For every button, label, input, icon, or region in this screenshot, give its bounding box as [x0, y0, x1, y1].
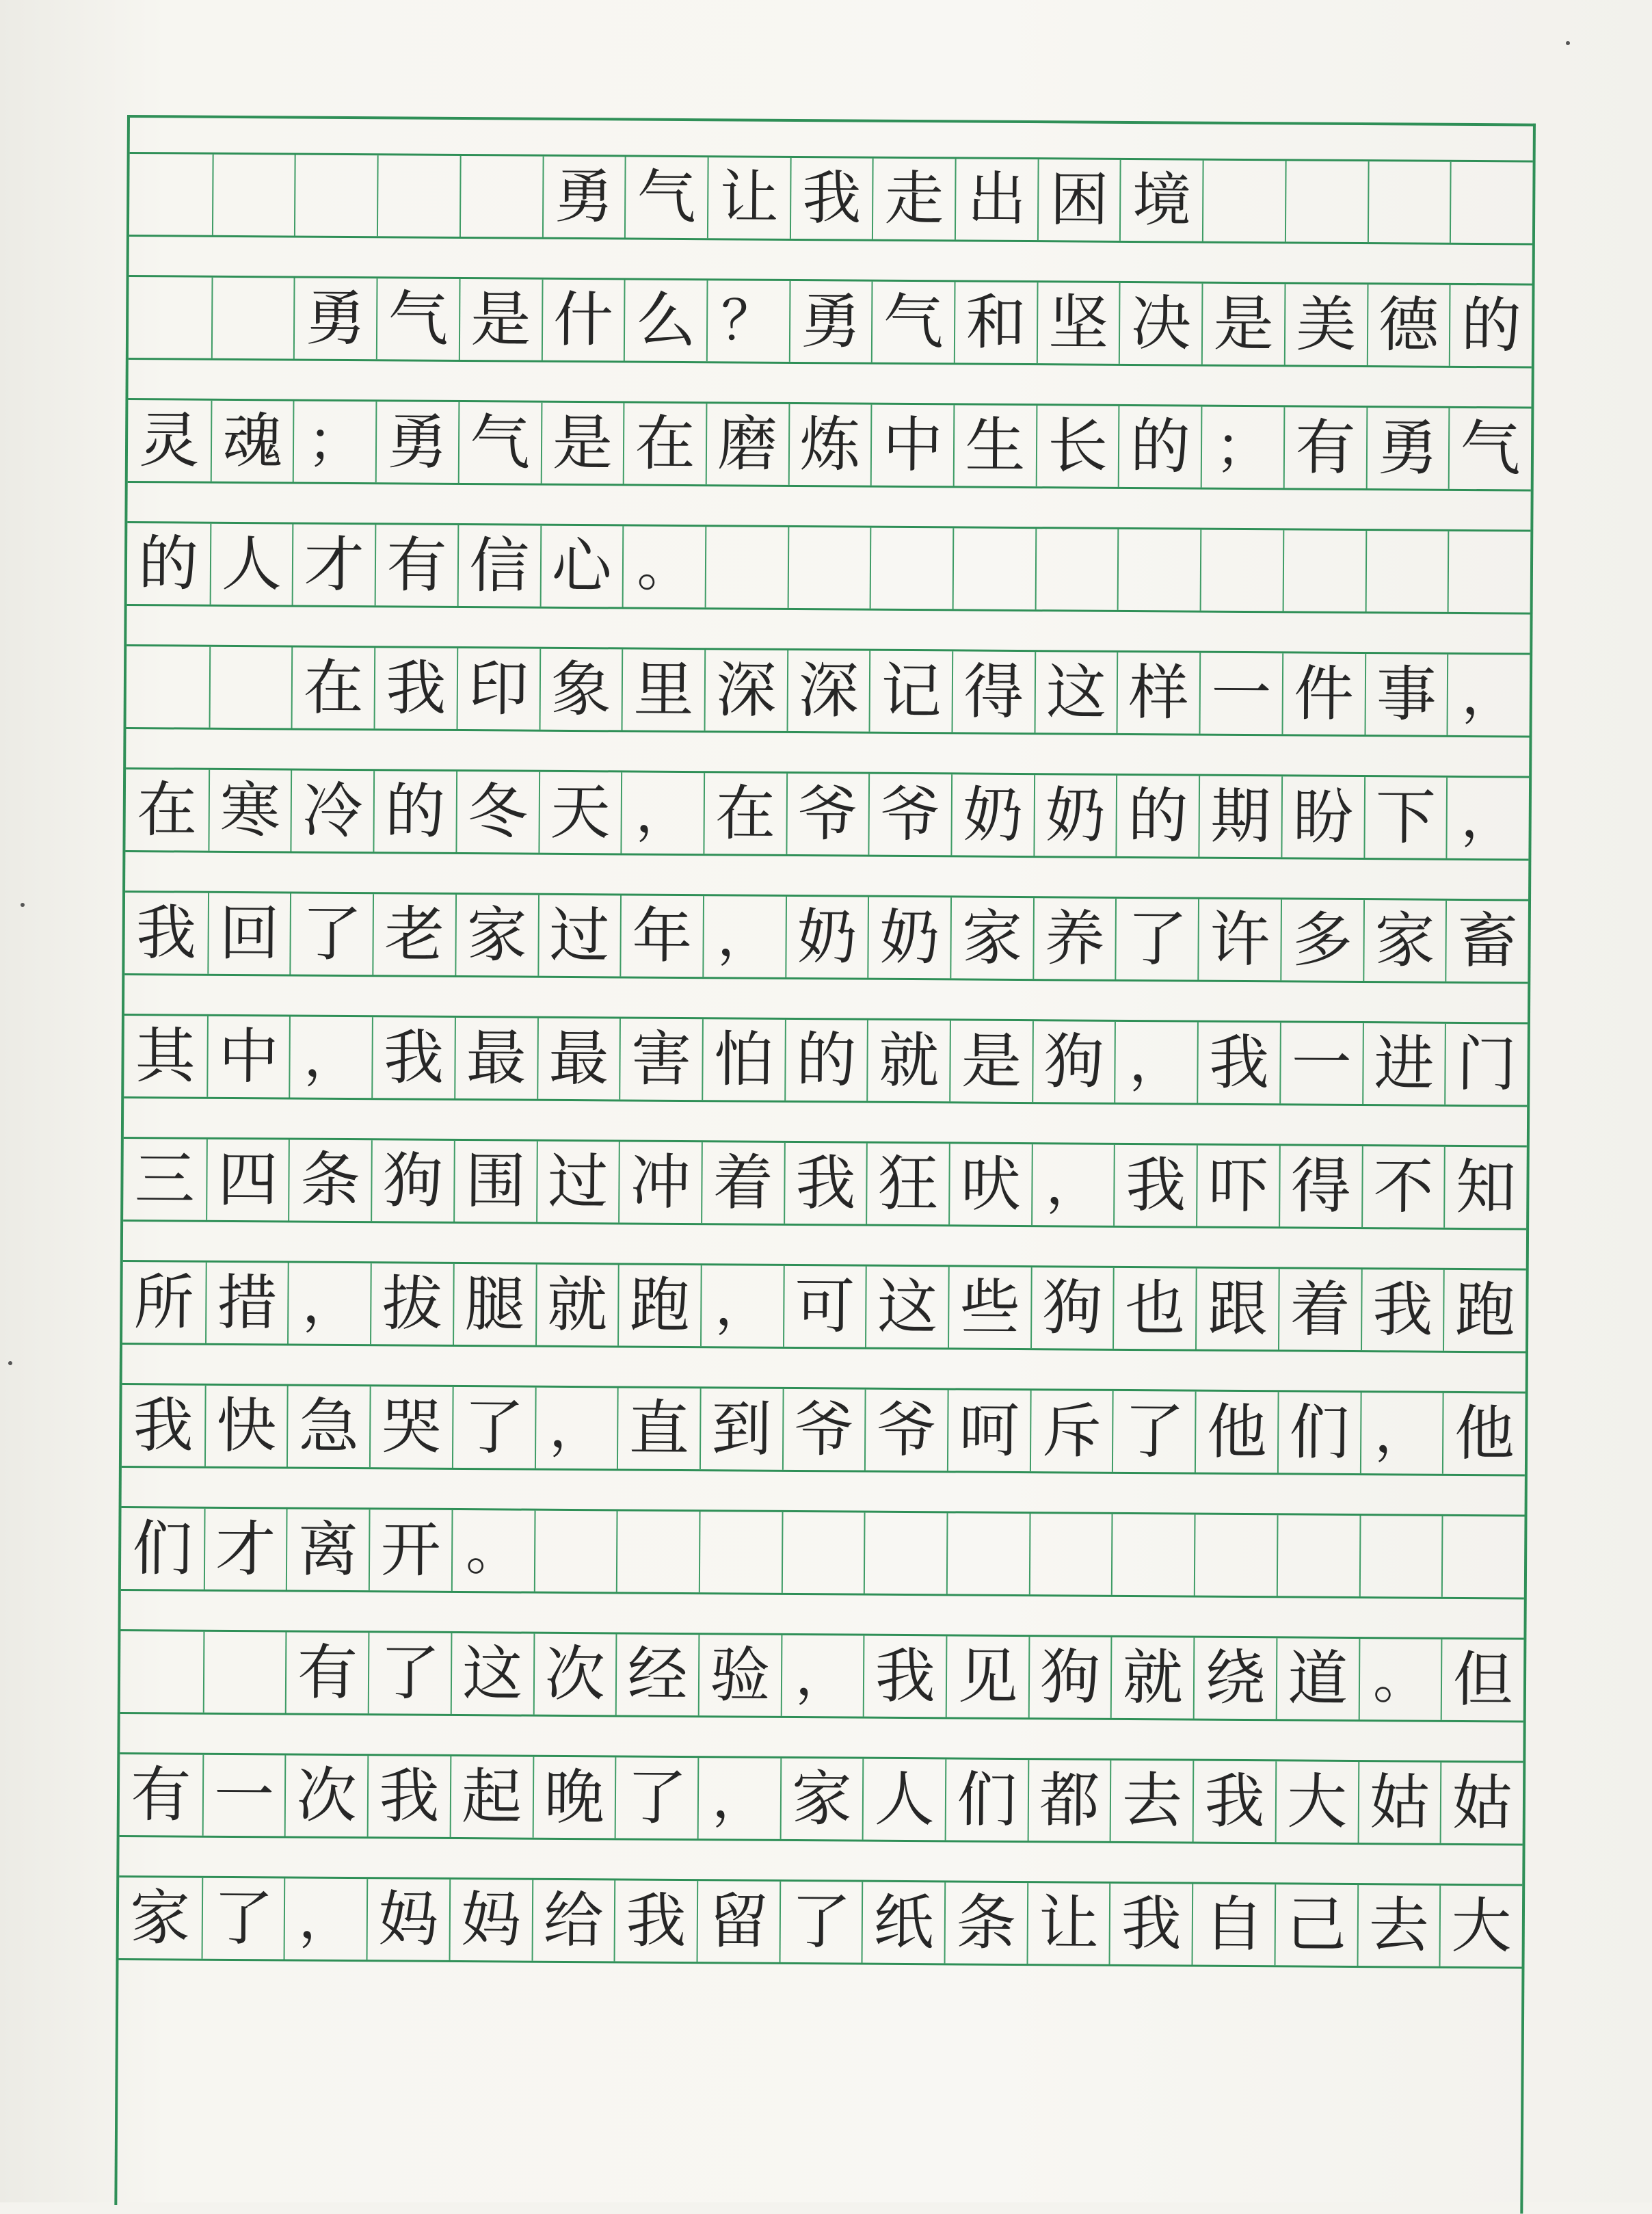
- grid-cell: [1448, 531, 1530, 613]
- grid-cell: ，: [702, 896, 785, 977]
- grid-cell: 狂: [866, 1144, 948, 1225]
- grid-cell: 围: [453, 1141, 536, 1222]
- grid-cell: 坚: [1037, 282, 1119, 364]
- grid-cell: ，: [1031, 1144, 1114, 1226]
- grid-cell: [533, 1511, 616, 1592]
- grid-cell: 件: [1281, 653, 1364, 735]
- grid-cell: 条: [289, 1139, 371, 1221]
- grid-cell: [1359, 1516, 1441, 1597]
- grid-cell: 的: [138, 528, 199, 599]
- title-row: [129, 152, 1533, 246]
- grid-cell: [787, 527, 870, 609]
- grid-cell: 吓: [1196, 1146, 1279, 1227]
- grid-cell: 狗: [371, 1140, 453, 1222]
- grid-cell: 去: [1110, 1761, 1193, 1842]
- grid-cell: 我: [1114, 1145, 1197, 1226]
- grid-cell: 开: [369, 1510, 451, 1591]
- grid-cell: 的: [1449, 285, 1532, 367]
- grid-cell: 最: [537, 1018, 620, 1100]
- grid-cell: [1029, 1514, 1112, 1595]
- grid-cell: 绕: [1193, 1638, 1276, 1719]
- grid-cell: 都: [1027, 1760, 1110, 1841]
- grid-cell: 怕: [702, 1019, 784, 1101]
- text-row: [124, 1014, 1528, 1107]
- text-row: [127, 521, 1531, 615]
- grid-cell: 大: [1439, 1886, 1522, 1967]
- grid-cell: 是: [1201, 284, 1284, 365]
- grid-cell: 他: [1195, 1392, 1277, 1473]
- grid-cell: 气: [376, 278, 459, 360]
- grid-cell: ，: [1446, 778, 1529, 859]
- grid-cell: 姑: [1357, 1762, 1440, 1843]
- grid-cell: 我: [1109, 1884, 1192, 1965]
- grid-cell: ，: [697, 1758, 780, 1839]
- composition-grid-sheet: [114, 115, 1536, 2214]
- grid-cell: 我: [1193, 1761, 1275, 1843]
- grid-cell: 了: [779, 1882, 862, 1963]
- grid-cell: 所: [133, 1267, 195, 1338]
- grid-cell: 得: [952, 651, 1035, 733]
- grid-cell: [211, 278, 294, 359]
- grid-cell: 自: [1192, 1884, 1275, 1966]
- grid-cell: 到: [700, 1388, 782, 1470]
- grid-cell: 的: [1118, 406, 1201, 488]
- grid-cell: 有: [375, 525, 457, 606]
- grid-cell: ？: [706, 280, 789, 362]
- grid-cell: 得: [1279, 1146, 1361, 1227]
- grid-cell: [781, 1512, 864, 1594]
- grid-cell: 进: [1362, 1023, 1445, 1105]
- grid-cell: ，: [287, 1263, 370, 1344]
- grid-cell: [294, 155, 377, 236]
- grid-cell: 有: [1283, 407, 1366, 488]
- grid-cell: 急: [287, 1386, 369, 1467]
- grid-cell: 我: [1361, 1269, 1443, 1351]
- grid-cell: 这: [1034, 652, 1117, 733]
- grid-cell: 了: [452, 1387, 535, 1468]
- grid-cell: 出: [955, 159, 1037, 240]
- grid-cell: 条: [944, 1882, 1027, 1964]
- grid-cell: 可: [783, 1266, 866, 1347]
- grid-cell: 过: [536, 1142, 619, 1223]
- grid-cell: [1200, 530, 1283, 611]
- grid-cell: 决: [1119, 283, 1201, 365]
- grid-cell: 知: [1443, 1147, 1526, 1228]
- grid-cell: 灵: [139, 405, 200, 476]
- text-row: [120, 1752, 1523, 1846]
- grid-cell: 我: [784, 1143, 866, 1224]
- grid-cell: 不: [1361, 1146, 1444, 1228]
- grid-cell: 。: [622, 526, 705, 607]
- grid-cell: 着: [1278, 1269, 1361, 1350]
- grid-cell: 境: [1119, 160, 1202, 241]
- grid-cell: 我: [374, 648, 457, 729]
- grid-cell: ，: [289, 1016, 372, 1098]
- grid-cell: [952, 528, 1035, 609]
- grid-cell: 晚: [532, 1757, 615, 1839]
- text-row: [124, 891, 1528, 984]
- grid-cell: 措: [205, 1263, 288, 1344]
- text-row: [119, 1875, 1523, 1969]
- grid-cell: 狗: [1028, 1637, 1110, 1718]
- grid-cell: 过: [537, 895, 620, 977]
- grid-cell: 心: [539, 526, 622, 607]
- grid-cell: [209, 647, 291, 728]
- grid-cell: 家: [780, 1758, 862, 1840]
- grid-cell: [212, 155, 295, 236]
- grid-cell: 了: [615, 1757, 697, 1839]
- grid-cell: 美: [1284, 284, 1367, 365]
- text-row: [121, 1506, 1525, 1600]
- grid-cell: 记: [869, 651, 952, 733]
- grid-cell: 爷: [864, 1390, 947, 1471]
- grid-cell: 在: [623, 403, 706, 484]
- grid-cell: 我: [863, 1636, 946, 1717]
- grid-cell: 就: [535, 1265, 618, 1346]
- grid-cell: 姑: [1440, 1763, 1523, 1844]
- grid-cell: 。: [451, 1510, 534, 1592]
- grid-cell: 我: [135, 897, 197, 968]
- grid-cell: 困: [1037, 159, 1120, 241]
- grid-cell: 三: [134, 1144, 196, 1215]
- grid-cell: 才: [204, 1509, 287, 1590]
- grid-cell: ，: [1359, 1393, 1442, 1474]
- grid-cell: 人: [209, 524, 292, 605]
- grid-cell: 我: [133, 1390, 194, 1461]
- grid-cell: 最: [454, 1018, 537, 1099]
- grid-cell: 跑: [617, 1265, 700, 1346]
- grid-cell: ，: [1115, 1022, 1197, 1103]
- grid-cell: 。: [1358, 1639, 1441, 1720]
- grid-cell: ；: [293, 401, 375, 482]
- text-row: [125, 767, 1529, 861]
- grid-cell: 家: [950, 897, 1032, 979]
- grid-cell: 们: [1277, 1392, 1360, 1473]
- grid-cell: 妈: [449, 1880, 531, 1961]
- grid-cell: 许: [1197, 899, 1280, 981]
- grid-cell: 妈: [367, 1879, 449, 1960]
- grid-cell: 去: [1357, 1885, 1439, 1966]
- grid-cell: 寒: [208, 770, 291, 852]
- grid-cell: 象: [539, 649, 622, 730]
- grid-cell: [616, 1511, 699, 1592]
- grid-cell: 他: [1442, 1393, 1525, 1475]
- grid-cell: 我: [367, 1756, 450, 1837]
- grid-cell: 这: [451, 1633, 533, 1715]
- grid-cell: ，: [284, 1878, 367, 1960]
- paper-speck: [8, 1361, 12, 1365]
- grid-cell: 验: [698, 1635, 781, 1716]
- grid-cell: 我: [1197, 1023, 1279, 1104]
- grid-cell: 些: [948, 1267, 1030, 1348]
- grid-cell: 奶: [1033, 775, 1116, 856]
- grid-cell: [1117, 529, 1200, 611]
- grid-cell: 年: [620, 895, 703, 977]
- grid-cell: 事: [1364, 654, 1447, 735]
- grid-cell: 是: [459, 279, 542, 360]
- grid-cell: 深: [704, 650, 786, 731]
- grid-cell: 是: [949, 1020, 1032, 1102]
- grid-cell: 信: [457, 525, 539, 607]
- grid-cell: 狗: [1032, 1021, 1115, 1103]
- grid-cell: 次: [533, 1634, 615, 1715]
- grid-cell: 气: [1448, 408, 1531, 490]
- grid-cell: 害: [619, 1018, 702, 1100]
- grid-cell: 我: [614, 1880, 697, 1962]
- paper-speck: [1566, 41, 1570, 45]
- grid-cell: 印: [456, 648, 539, 730]
- grid-cell: [1285, 161, 1368, 242]
- grid-cell: 拔: [370, 1263, 453, 1345]
- grid-cell: ，: [621, 772, 704, 854]
- grid-cell: 一: [1279, 1023, 1362, 1104]
- grid-cell: 了: [201, 1878, 284, 1960]
- grid-cell: 勇: [788, 281, 871, 363]
- grid-cell: 跑: [1443, 1270, 1526, 1352]
- grid-cell: 什: [541, 280, 624, 361]
- grid-cell: [129, 277, 211, 358]
- grid-cell: 起: [449, 1756, 532, 1838]
- grid-cell: [120, 1631, 203, 1713]
- grid-cell: 爷: [782, 1389, 865, 1471]
- text-row: [129, 275, 1532, 369]
- grid-cell: 让: [1026, 1883, 1109, 1964]
- grid-cell: 留: [696, 1881, 779, 1962]
- grid-cell: 爷: [868, 774, 951, 856]
- grid-cell: 但: [1441, 1639, 1523, 1721]
- grid-cell: [1367, 161, 1450, 243]
- grid-cell: 气: [458, 402, 541, 484]
- grid-cell: 在: [291, 647, 374, 728]
- grid-cell: 在: [136, 774, 198, 845]
- grid-cell: 走: [872, 159, 955, 240]
- grid-cell: 奶: [868, 897, 950, 979]
- text-row: [123, 1137, 1527, 1230]
- grid-cell: 的: [1116, 776, 1199, 857]
- grid-cell: 直: [617, 1388, 700, 1469]
- grid-cell: 么: [624, 280, 706, 361]
- grid-cell: 奶: [950, 774, 1033, 856]
- grid-cell: 一: [1199, 653, 1282, 735]
- grid-cell: ，: [780, 1635, 863, 1717]
- grid-cell: 回: [207, 893, 290, 975]
- grid-cell: 冬: [455, 772, 538, 853]
- grid-cell: 经: [615, 1634, 698, 1715]
- grid-cell: 天: [538, 772, 621, 854]
- grid-cell: [126, 646, 209, 728]
- grid-cell: 气: [624, 157, 707, 238]
- text-row: [128, 398, 1532, 492]
- grid-cell: 盼: [1281, 776, 1363, 858]
- grid-cell: 呵: [947, 1390, 1030, 1471]
- grid-cell: [870, 528, 952, 609]
- grid-cell: 下: [1363, 777, 1446, 858]
- grid-cell: 哭: [369, 1386, 452, 1468]
- grid-cell: 四: [206, 1139, 289, 1221]
- grid-cell: [1365, 531, 1448, 612]
- grid-cell: 了: [1115, 899, 1198, 980]
- text-row: [122, 1260, 1526, 1354]
- grid-cell: 勇: [375, 401, 458, 483]
- grid-cell: 了: [368, 1633, 451, 1714]
- grid-cell: 道: [1276, 1638, 1359, 1719]
- grid-cell: 跟: [1195, 1269, 1278, 1350]
- grid-cell: 腿: [453, 1264, 535, 1345]
- grid-cell: 多: [1280, 899, 1363, 981]
- grid-cell: 己: [1274, 1884, 1357, 1966]
- grid-cell: 冷: [291, 770, 373, 852]
- grid-cell: 才: [292, 524, 375, 605]
- grid-cell: 冲: [618, 1142, 701, 1223]
- grid-cell: 和: [954, 282, 1037, 363]
- grid-cell: 中: [870, 405, 953, 486]
- grid-cell: 勇: [293, 278, 376, 359]
- grid-cell: [864, 1513, 946, 1594]
- grid-cell: 家: [129, 1882, 191, 1953]
- grid-cell: 其: [135, 1020, 196, 1092]
- grid-cell: 气: [871, 282, 954, 363]
- text-row: [122, 1383, 1526, 1477]
- grid-cell: [377, 155, 459, 237]
- grid-cell: ，: [534, 1388, 617, 1469]
- grid-cell: 我: [371, 1017, 454, 1098]
- grid-cell: 中: [206, 1016, 289, 1098]
- grid-cell: [1194, 1515, 1277, 1596]
- grid-cell: ，: [1447, 655, 1530, 736]
- grid-cell: 让: [707, 157, 790, 239]
- grid-cell: 德: [1366, 285, 1449, 366]
- grid-cell: 给: [531, 1880, 614, 1962]
- grid-cell: [202, 1632, 285, 1713]
- grid-cell: 们: [945, 1759, 1028, 1841]
- paper-speck: [21, 903, 25, 907]
- grid-cell: 也: [1113, 1268, 1195, 1349]
- text-row: [120, 1629, 1524, 1723]
- grid-cell: 期: [1199, 776, 1281, 858]
- grid-cell: [1277, 1515, 1359, 1596]
- grid-cell: 就: [1110, 1637, 1193, 1719]
- grid-cell: [129, 154, 212, 235]
- grid-cell: [1111, 1514, 1194, 1596]
- grid-cell: 畜: [1446, 901, 1528, 982]
- grid-cell: 磨: [706, 404, 788, 485]
- grid-cell: 见: [946, 1636, 1028, 1717]
- grid-cell: 勇: [1365, 408, 1448, 489]
- grid-cell: 家: [455, 895, 537, 976]
- grid-cell: 勇: [542, 157, 624, 238]
- grid-cell: 魂: [210, 401, 293, 482]
- grid-cell: 离: [286, 1509, 369, 1590]
- grid-cell: 人: [862, 1759, 945, 1841]
- grid-cell: [699, 1512, 782, 1593]
- grid-cell: [705, 527, 788, 608]
- grid-cell: 炼: [788, 404, 870, 486]
- grid-cell: 里: [622, 649, 704, 730]
- grid-cell: 家: [1363, 900, 1446, 981]
- grid-cell: 爷: [786, 774, 868, 855]
- grid-cell: [1035, 529, 1117, 610]
- grid-cell: 是: [540, 403, 623, 484]
- grid-cell: 了: [290, 893, 373, 975]
- grid-cell: 一: [202, 1755, 284, 1836]
- grid-cell: [1282, 530, 1365, 611]
- text-row: [126, 644, 1530, 738]
- grid-cell: 着: [701, 1142, 784, 1224]
- grid-cell: 奶: [785, 897, 868, 978]
- grid-cell: 的: [373, 771, 456, 852]
- grid-cell: 了: [1112, 1391, 1195, 1473]
- grid-cell: 长: [1035, 406, 1118, 487]
- grid-cell: 我: [790, 158, 872, 239]
- grid-cell: 深: [786, 650, 869, 732]
- grid-cell: [459, 156, 542, 237]
- grid-cell: 次: [284, 1755, 367, 1836]
- grid-cell: [946, 1513, 1029, 1594]
- grid-cell: 斥: [1030, 1391, 1113, 1472]
- grid-cell: [1450, 162, 1532, 243]
- grid-cell: 吠: [948, 1144, 1031, 1225]
- grid-cell: [1441, 1516, 1524, 1598]
- grid-cell: 养: [1032, 898, 1115, 979]
- grid-cell: 就: [867, 1020, 950, 1102]
- grid-cell: 门: [1444, 1024, 1527, 1105]
- grid-cell: 老: [372, 894, 455, 975]
- grid-cell: 的: [784, 1020, 867, 1101]
- grid-cell: [1202, 161, 1285, 242]
- grid-cell: 这: [865, 1267, 948, 1348]
- grid-cell: ；: [1201, 407, 1283, 488]
- grid-cell: 们: [132, 1513, 193, 1584]
- grid-cell: 在: [703, 773, 786, 854]
- grid-cell: 纸: [862, 1882, 944, 1964]
- grid-cell: 狗: [1030, 1267, 1113, 1349]
- grid-cell: 有: [131, 1759, 191, 1830]
- grid-cell: 生: [953, 405, 1036, 486]
- grid-cell: 大: [1275, 1761, 1357, 1843]
- grid-cell: 样: [1117, 653, 1199, 734]
- grid-cell: ，: [700, 1265, 783, 1347]
- grid-cell: 快: [204, 1386, 287, 1467]
- grid-cell: 有: [285, 1632, 368, 1713]
